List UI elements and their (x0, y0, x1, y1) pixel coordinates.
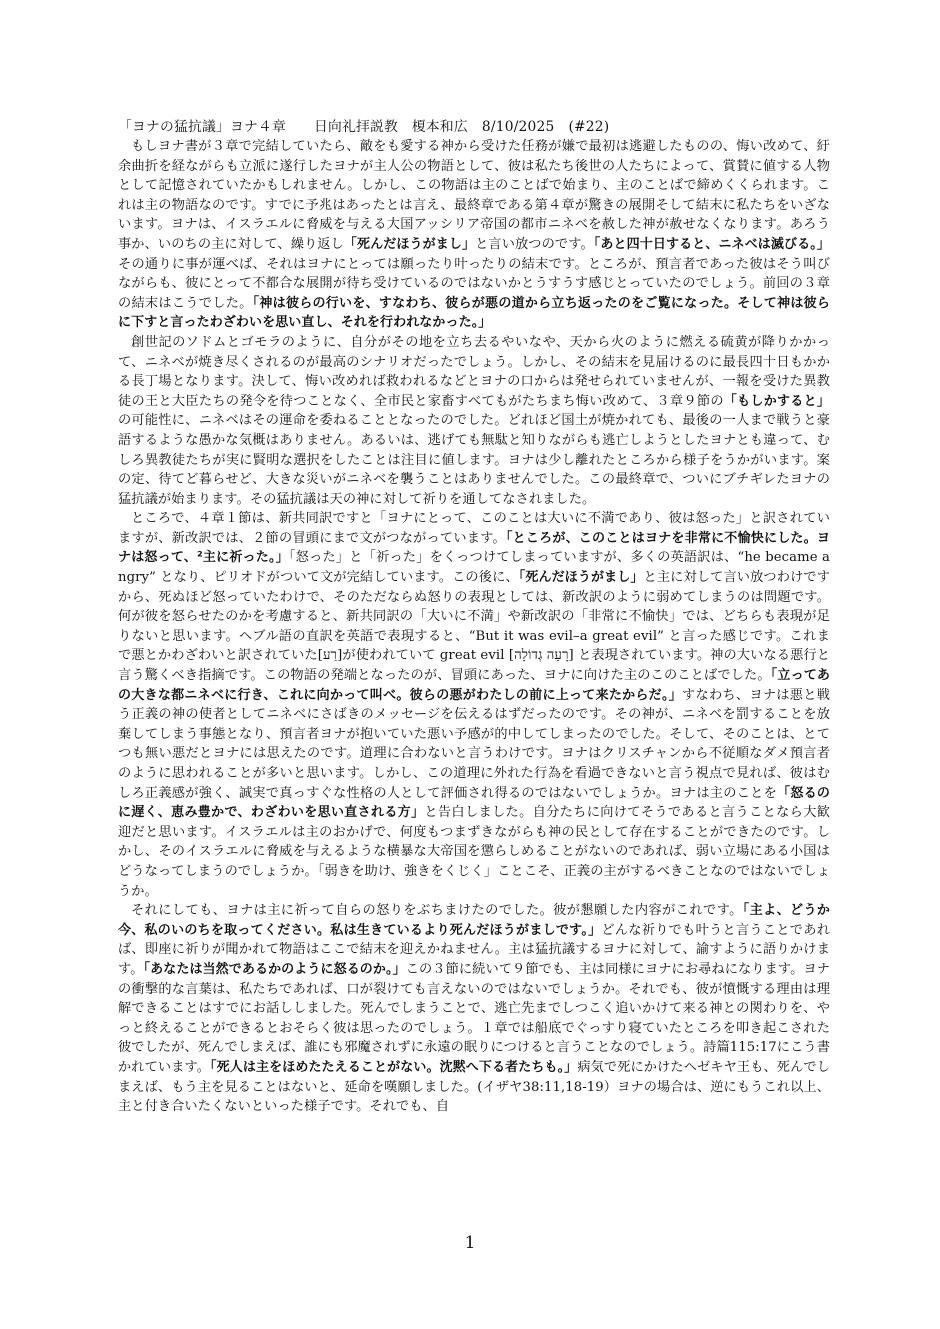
body-paragraph (118, 333, 830, 509)
scripture-quote: 「怒るのに遅く、恵み豊かで、わざわいを思い直される方」 (118, 785, 830, 821)
body-text: すなわち、ヨナは悪と戦う正義の神の使者としてニネベにさばきのメッセージを伝えるはずだったのです。その神が、ニネベを罰することを放棄してしまう事態となり、預言者ヨナが抱いていた悪い予感が的中してしまったのでした。そして、そのことは、とてつも無い悪だとヨナには思えたのです。道理に合わないと言うわけです。ヨナはクリスチャンから不従順なダメ預言者のように思われることが多いと思います。しかし、この道理に外れた行為を看過できないと言う視点で見れば、彼はむしろ正義感が強く、誠実で真っすぐな性格の人として評価され得るのではないでしょうか。ヨナは主のことを (118, 687, 830, 801)
body-paragraph (118, 901, 830, 1117)
sermon-body (118, 137, 830, 1117)
scripture-quote: 「死んだほうがまし」 (343, 236, 476, 252)
body-text: 病気で死にかけたヘゼキヤ王も、死んでしまえば、もう主を見ることはないと、延命を嘆願しました。(イザヤ38:11,18-19）ヨナの場合は、逆にもうこれ以上、主と付き合いたくないといった様子です。それでも、自 (118, 1059, 830, 1115)
scripture-quote: 「神は彼らの行いを、すなわち、彼らが悪の道から立ち返ったのをご覧になった。そして神は彼らに下すと言ったわざわいを思い直し、それを行われなかった。」 (118, 295, 831, 331)
body-text: と言い放つのです。 (475, 236, 594, 252)
body-text: もしヨナ書が３章で完結していたら、敵をも愛する神から受けた任務が嫌で最初は逃避したものの、悔い改めて、紆余曲折を経ながらも立派に遂行したヨナが主人公の物語として、彼は私たち後世の人たちによって、賞賛に値する人物として記憶されていたかもしれません。しかし、この物語は主のことばで始まり、主のことばで締めくくられます。これは主の物語なのです。すでに予兆はあったとは言え、最終章である第４章が驚きの展開そして結末に私たちをいざないます。ヨナは、イスラエルに脅威を与える大国アッシリア帝国の都市ニネベを赦した神が赦せなくなります。あろう事か、いのちの主に対して、繰り返し (118, 139, 830, 252)
page-number: 1 (464, 1233, 476, 1253)
scripture-quote: 「あなたは当然であるかのように怒るのか。」 (143, 961, 406, 977)
body-text: 創世記のソドムとゴモラのように、自分がその地を立ち去るやいなや、天から火のように燃える硫黄が降りかかって、ニネベが焼き尽くされるのが最高のシナリオだったでしょう。しかし、その結末を見届けるのに最長四十日もかかる長丁場となります。決して、悔い改めれば救われるなどとヨナの口からは発せられていませんが、一報を受けた異教徒の王と大臣たちの発令を待つことなく、全市民と家畜すべてもがたちまち悔い改めて、３章９節の (118, 334, 830, 409)
body-text: それにしても、ヨナは主に祈って自らの怒りをぶちまけたのでした。彼が懇願した内容がこれです。 (131, 903, 743, 919)
scripture-quote: 「ところが、このことはヨナを非常に不愉快にした。ヨナは怒って、²主に祈った。」 (118, 530, 830, 566)
sermon-header: 「ヨナの猛抗議」ヨナ４章 日向礼拝説教 榎本和広 8/10/2025 (#22) (118, 119, 610, 135)
body-text: と告白しました。自分たちに向けてそうであると言うことなら大歓迎だと思います。イスラエルは主のおかげで、何度もつまずきながらも神の民として存在することができたのです。しかし、そのイスラエルに脅威を与えるような横暴な大帝国を懲らしめることがないのであれば、弱い立場にある小国はどうなってしまうのでしょうか。「弱きを助け、強きをくじく」ことこそ、正義の主がするべきことなのではないでしょうか。 (118, 805, 831, 899)
body-text: その通りに事が運べば、それはヨナにとっては願ったり叶ったりの結末です。ところが、預言者であった彼はそう叫びながらも、彼にとって不都合な展開が待ち受けているのではないかとうすうす感じとっていたのでしょう。前回の３章の結末はこうでした。 (118, 256, 830, 311)
body-text: ところで、４章１節は、新共同訳ですと「ヨナにとって、このことは大いに不満であり、彼は怒った」と訳されていますが、新改訳では、２節の冒頭にまで文がつながっています。 (118, 511, 830, 546)
scripture-quote: 「もしかすると」 (723, 393, 830, 409)
body-paragraph (118, 509, 830, 901)
body-text: どんな祈りでも叶うと言うことであれば、即座に祈りが聞かれて物語はここで結末を迎えかねません。主は猛抗議するヨナに対して、諭すように語りかけます。 (118, 922, 830, 977)
body-text: と主に対して言い放つわけですから、死ぬほど怒っていたわけで、そのただならぬ怒りの表現としては、新改訳のように弱めてしまうのは問題です。何が彼を怒らせたのかを考慮すると、新共同訳の「大いに不満」や新改訳の「非常に不愉快」では、どちらも表現が足りないと思います。ヘブル語の直訳を英語で表現すると、“But it was evil–a great evil” と言った感じです。これまで悪とかわざわいと訳されていた[רַע]が使われていて great evil [רָעָה גְדוֹלָה] と表現されています。神の大いなる悪行と言う驚くべき指摘です。この物語の発端となったのが、冒頭にあった、ヨナに向けた主のこのことばでした。 (118, 570, 830, 684)
scripture-quote: 「立ってあの大きな都ニネベに行き、これに向かって叫べ。彼らの悪がわたしの前に上って来たからだ。」 (118, 668, 830, 703)
body-text: の可能性に、ニネベはその運命を委ねることとなったのでした。どれほど国土が焼かれても、最後の一人まで戦うと豪語するような愚かな気概はありません。あるいは、逃げても無駄と知りながらも逃亡しようとしたヨナとも違って、むしろ異教徒たちが実に賢明な選択をしたことは注目に値します。ヨナは少し離れたところから様子をうかがいます。案の定、待てど暮らせど、大きな災いがニネベを襲うことはありませんでした。この最終章で、ついにブチギレたヨナの猛抗議が始まります。その猛抗議は天の神に対して祈りを通してなされました。 (118, 413, 830, 507)
scripture-quote: 「死んだほうがまし」 (518, 570, 644, 586)
scripture-quote: 「あと四十日すると、ニネベは滅びる。」 (593, 236, 830, 252)
body-paragraph (118, 137, 830, 333)
scripture-quote: 「主よ、どうか今、私のいのちを取ってください。私は生きているより死んだほうがましです。」 (118, 903, 830, 938)
body-text: この３節に続いて９節でも、主は同様にヨナにお尋ねになります。ヨナの衝撃的な言葉は、私たちであれば、口が裂けても言えないのではないでしょうか。それでも、彼が憤慨する理由は理解できることはすでにお話ししました。死んでしまうことで、逃亡先までしつこく追いかけて来る神との関わりを、やっと終えることができるとおそらく彼は思ったのでしょう。１章では船底でぐっすり寝ていたところを叩き起こされた彼でしたが、死んでしまえば、誰にも邪魔されずに永遠の眠りにつけると言うことなのでしょう。詩篇115:17にこう書かれています。 (118, 961, 830, 1075)
document-page (118, 118, 830, 1117)
body-text: 「怒った」と「祈った」をくっつけてしまっていますが、多くの英語訳は、“he became angry” となり、ピリオドがついて文が完結しています。この後に、 (118, 550, 830, 586)
scripture-quote: 「死人は主をほめたたえることがない。沈黙へ下る者たちも。」 (210, 1059, 578, 1075)
